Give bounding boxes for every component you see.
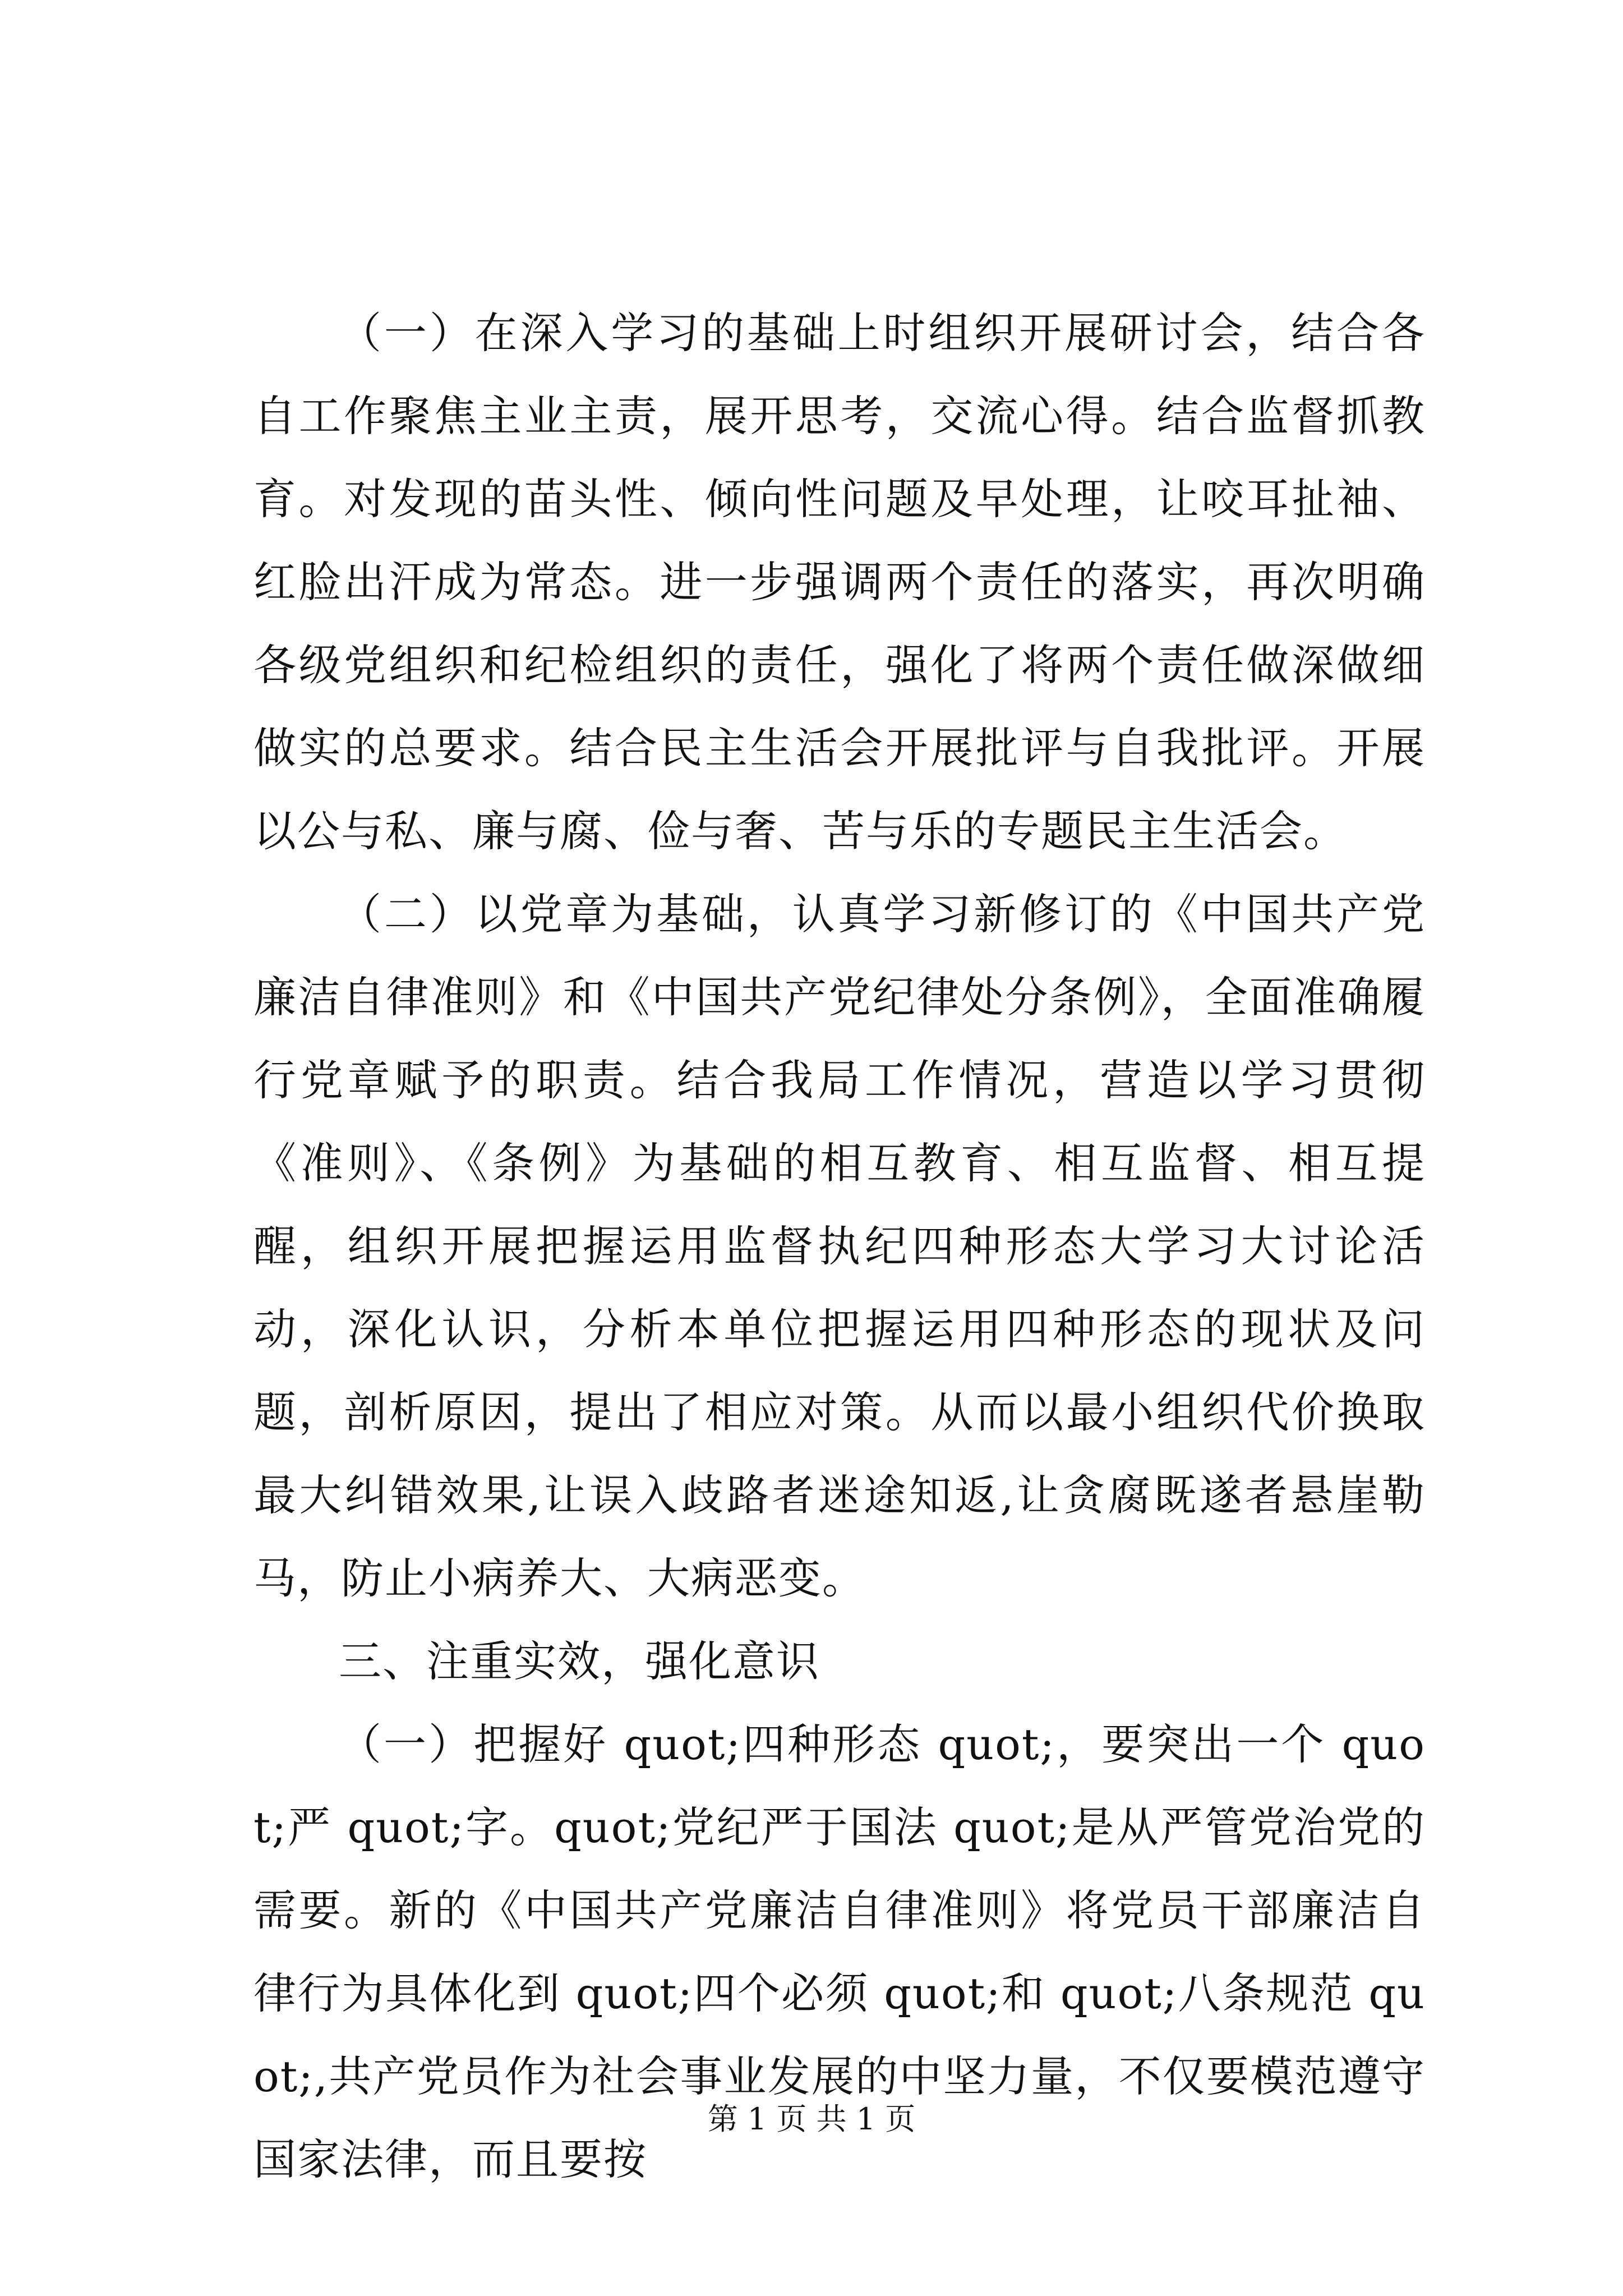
paragraph-1: （一）在深入学习的基础上时组织开展研讨会，结合各自工作聚焦主业主责，展开思考，交流心得。结合监督抓教育。对发现的苗头性、倾向性问题及早处理，让咬耳扯袖、红脸出汗成为常态。进一步强调两个责任的落实，再次明确各级党组织和纪检组织的责任，强化了将两个责任做深做细做实的总要求。结合民主生活会开展批评与自我批评。开展以公与私、廉与腐、俭与奢、苦与乐的专题民主生活会。: [253, 308, 1426, 856]
page-footer: 第 1 页 共 1 页: [707, 2101, 916, 2137]
paragraph-3: （一）把握好 quot;四种形态 quot;，要突出一个 quot;严 quot;字。quot;党纪严于国法 quot;是从严管党治党的需要。新的《中国共产党廉洁自律准则》将党员干部廉洁自律行为具体化到 quot;四个必须 quot;和 quot;八条规范 quot;,共产党员作为社会事业发展的中坚力量，不仅要模范遵守国家法律，而且要按: [253, 1719, 1426, 2184]
section-heading: 三、注重实效，强化意识: [339, 1636, 820, 1686]
paragraph-2: （二）以党章为基础，认真学习新修订的《中国共产党廉洁自律准则》和《中国共产党纪律处分条例》，全面准确履行党章赋予的职责。结合我局工作情况，营造以学习贯彻《准则》、《条例》为基础的相互教育、相互监督、相互提醒，组织开展把握运用监督执纪四种形态大学习大讨论活动，深化认识，分析本单位把握运用四种形态的现状及问题，剖析原因，提出了相应对策。从而以最小组织代价换取最大纠错效果,让误入歧路者迷途知返,让贪腐既遂者悬崖勒马，防止小病养大、大病恶变。: [253, 889, 1426, 1603]
document-body: [253, 292, 1426, 2201]
